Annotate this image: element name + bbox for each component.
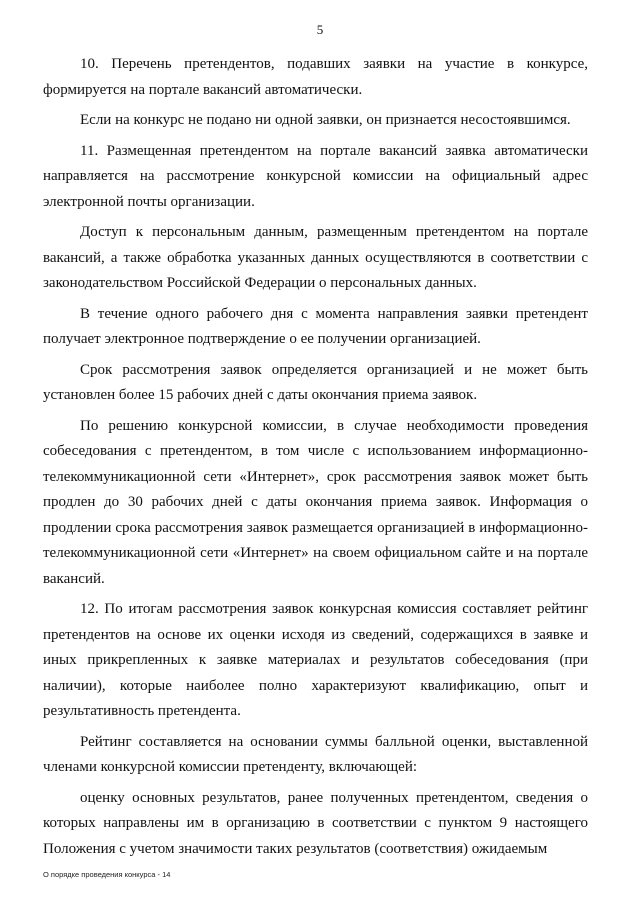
paragraph-12: 12. По итогам рассмотрения заявок конкурсная комиссия составляет рейтинг претендентов на основе их оценки исходя из сведений, содержащихся в заявке и иных прикрепленных к заявке материалах и результатов собеседования (при наличии), которые наиболее полно характеризуют квалификацию, опыт и результативность претендента. (43, 601, 588, 719)
page-number: 5 (316, 22, 324, 37)
paragraph-no-applications: Если на конкурс не подано ни одной заявки, он признается несостоявшимся. (80, 112, 571, 128)
paragraph-10: 10. Перечень претендентов, подавших заявки на участие в конкурсе, формируется на портале вакансий автоматически. (43, 56, 588, 98)
body-text (43, 52, 588, 862)
footer-note: О порядке проведения конкурса - 14 (43, 870, 171, 879)
paragraph-confirmation: В течение одного рабочего дня с момента направления заявки претендент получает электронное подтверждение о ее получении организацией. (43, 305, 588, 347)
paragraph-11: 11. Размещенная претендентом на портале вакансий заявка автоматически направляется на рассмотрение конкурсной комиссии на официальный адрес электронной почты организации. (43, 142, 588, 210)
paragraph-rating: Рейтинг составляется на основании суммы балльной оценки, выставленной членами конкурсной комиссии претенденту, включающей: (43, 733, 588, 775)
paragraph-review-term: Срок рассмотрения заявок определяется организацией и не может быть установлен более 15 рабочих дней с даты окончания приема заявок. (43, 361, 588, 403)
paragraph-interview: По решению конкурсной комиссии, в случае необходимости проведения собеседования с претендентом, в том числе с использованием информационно-телекоммуникационной сети «Интернет», срок рассмотрения заявок может быть продлен до 30 рабочих дней с даты окончания приема заявок. Информация о продлении срока рассмотрения заявок размещается организацией в информационно-телекоммуникационной сети «Интернет» на своем официальном сайте и на портале вакансий. (43, 417, 588, 587)
paragraph-evaluation: оценку основных результатов, ранее полученных претендентом, сведения о которых направлены им в организацию в соответствии с пунктом 9 настоящего Положения с учетом значимости таких результатов (соответствия) ожидаемым (43, 789, 588, 857)
paragraph-personal-data: Доступ к персональным данным, размещенным претендентом на портале вакансий, а также обработка указанных данных осуществляются в соответствии с законодательством Российской Федерации о персональных данных. (43, 224, 588, 291)
